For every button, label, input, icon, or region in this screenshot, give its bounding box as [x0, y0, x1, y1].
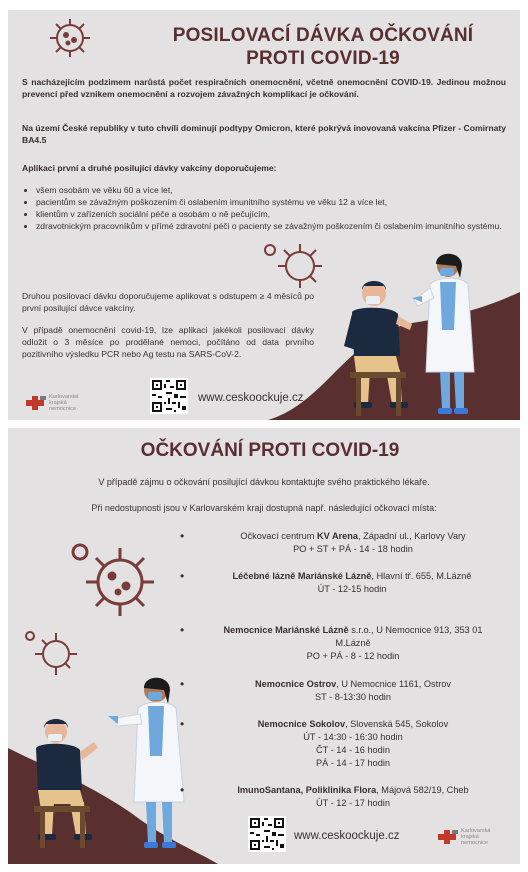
- logo-line: krajská: [461, 834, 479, 840]
- place-item: [180, 677, 498, 704]
- bullet-icon: •: [180, 717, 185, 731]
- place-hours: ÚT - 12 - 17 hodin: [316, 798, 390, 808]
- place-hours: ÚT - 14:30 - 16:30 hodin: [303, 732, 403, 742]
- bullet-icon: •: [180, 677, 185, 691]
- recommend-list: [22, 184, 520, 232]
- place-hours: PO + ST + PÁ - 14 - 18 hodin: [293, 544, 413, 554]
- logo-line: nemocnice: [461, 840, 489, 846]
- place-name: Nemocnice Ostrov: [255, 679, 337, 689]
- place-address: , U Nemocnice 1161, Ostrov: [336, 679, 451, 689]
- virus-icon: [260, 238, 330, 290]
- place-hours: PO + PÁ - 8 - 12 hodin: [306, 651, 400, 661]
- booster-info-panel: [8, 10, 520, 420]
- logo-line: krajská: [49, 400, 67, 406]
- list-item: • klientům v zařízeních sociální péče a osobám o ně pečujícím,: [36, 208, 520, 220]
- list-item: • zdravotnickým pracovníkům v přímé zdravotní péči o pacienty se závažným poškozením či oslabením imunitního systému.: [36, 220, 520, 232]
- bullet-icon: •: [180, 529, 185, 543]
- qr-code[interactable]: [248, 816, 286, 852]
- place-item: [180, 569, 482, 596]
- qr-code-icon: [248, 816, 286, 852]
- bullet-icon: •: [180, 623, 185, 637]
- place-address: s.r.o., U Nemocnice 913, 353 01 M.Lázně: [335, 625, 483, 648]
- place-name: Nemocnice Sokolov: [257, 719, 346, 729]
- place-name: ImunoSantana, Poliklinika Flora: [237, 785, 377, 795]
- website-link[interactable]: www.ceskoockuje.cz: [294, 830, 400, 842]
- logo-line: Karlovarská: [461, 828, 491, 834]
- doctor-illustration: [410, 250, 484, 420]
- place-address: , Májová 582/19, Cheb: [376, 785, 469, 795]
- place-prefix: Očkovací centrum: [240, 531, 317, 541]
- logo-line: Karlovarská: [49, 394, 79, 400]
- hospital-logo: [26, 394, 79, 412]
- logo-cross-icon: [26, 396, 46, 410]
- contact-text: V případě zájmu o očkování posilující dávkou kontaktujte svého praktického lékaře.: [98, 477, 430, 487]
- variants-text: Na území České republiky v tuto chvíli dominují podtypy Omicron, které pokrývá inovovaná vakcína Pfizer - Comirnaty BA4.5: [22, 123, 506, 145]
- place-address: , Hlavní tř. 655, M.Lázně: [371, 571, 472, 581]
- place-hours: PÁ - 14 - 17 hodin: [315, 758, 391, 768]
- intro-text: S nacházejícím podzimem narůstá počet respiračních onemocnění, včetně onemocnění COVID-19. Jedinou možnou prevencí před vznikem onemocnění a rozvojem závažných komplikací je očkování.: [22, 77, 506, 99]
- place-name: KV Arena: [316, 531, 359, 541]
- hospital-logo: [438, 828, 491, 846]
- place-name: Léčebné lázně Mariánské Lázně: [232, 571, 372, 581]
- second-dose-text: Druhou posilovací dávku doporučujeme aplikovat s odstupem ≥ 4 měsíců po první posilující dávce vakcíny.: [22, 291, 314, 313]
- list-item: • pacientům se závažným poškozením či oslabením imunitního systému ve věku 12 a více let,: [36, 196, 520, 208]
- website-link[interactable]: www.ceskoockuje.cz: [198, 392, 304, 404]
- place-item: [180, 717, 498, 770]
- logo-line: nemocnice: [49, 406, 77, 412]
- bullet-icon: •: [180, 569, 185, 583]
- place-item: [180, 529, 498, 556]
- section-title: OČKOVÁNÍ PROTI COVID-19: [140, 440, 400, 461]
- vaccination-places-panel: [8, 428, 520, 864]
- recommend-heading: Aplikaci první a druhé posilující dávky vakcíny doporučujeme:: [22, 163, 277, 173]
- place-hours: ČT - 14 - 16 hodin: [316, 745, 390, 755]
- bullet-icon: •: [180, 783, 185, 797]
- availability-text: Při nedostupnosti jsou v Karlovarském kraji dostupná např. následující očkovací místa:: [91, 503, 437, 513]
- virus-icon: [22, 626, 80, 678]
- illness-text: V případě onemocnění covid-19, lze aplikaci jakékoli posilovací dávky odložit o 3 měsíce po prodělané nemoci, počítáno od data prvního pozitivního výsledku PCR nebo Ag testu na SARS-CoV-2.: [22, 325, 314, 359]
- patient-illustration: [22, 712, 110, 852]
- logo-cross-icon: [438, 830, 458, 844]
- qr-code-icon: [150, 378, 188, 414]
- page-title: POSILOVACÍ DÁVKA OČKOVÁNÍ PROTI COVID-19: [172, 25, 474, 69]
- virus-icon: [44, 16, 96, 60]
- place-item: [180, 623, 498, 663]
- qr-code[interactable]: [150, 378, 188, 414]
- place-hours: ÚT - 12-15 hodin: [317, 584, 387, 594]
- place-hours: ST - 8-13:30 hodin: [315, 692, 391, 702]
- doctor-illustration: [108, 672, 194, 858]
- virus-icon: [66, 534, 158, 618]
- place-name: Nemocnice Mariánské Lázně: [223, 625, 349, 635]
- place-address: , Západní ul., Karlovy Vary: [358, 531, 466, 541]
- list-item: • všem osobám ve věku 60 a více let,: [36, 184, 520, 196]
- place-address: , Slovenská 545, Sokolov: [345, 719, 449, 729]
- place-item: [180, 783, 508, 810]
